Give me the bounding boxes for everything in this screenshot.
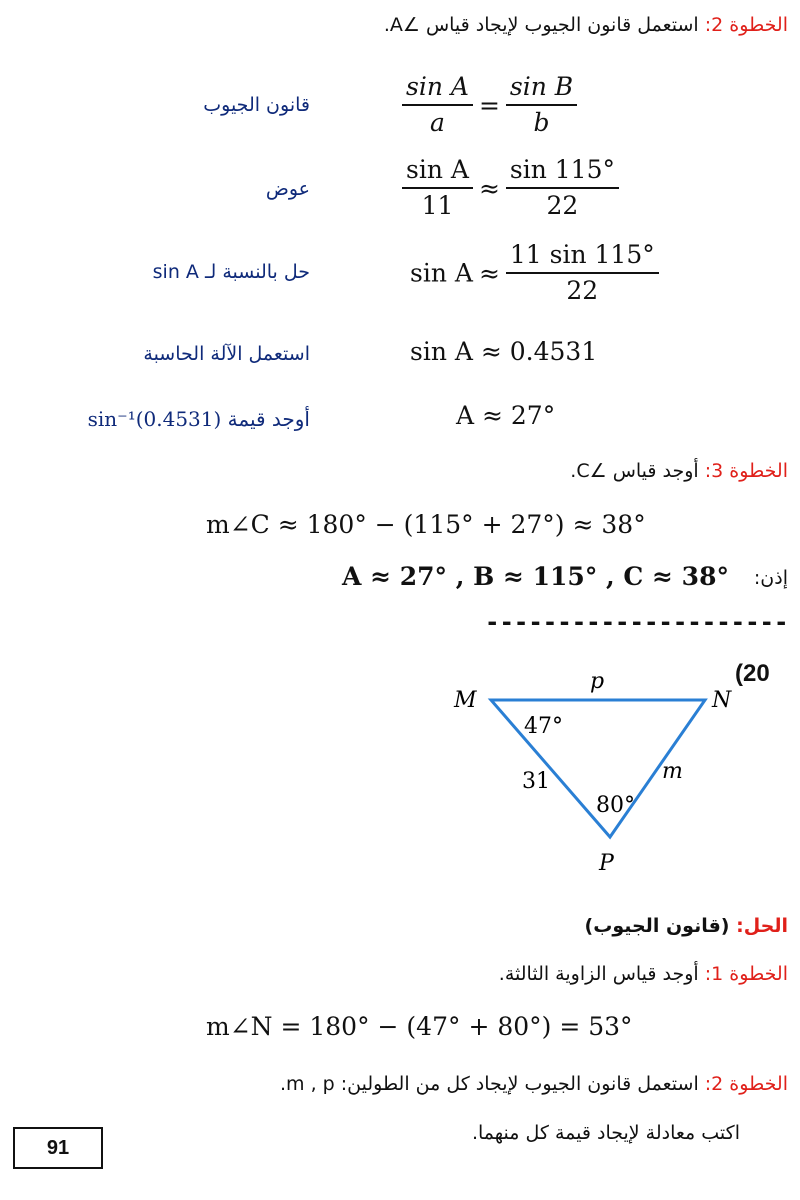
solve-lhs: sin A xyxy=(410,258,473,288)
calculator-note: استعمل الآلة الحاسبة xyxy=(143,343,310,365)
therefore-label: إذن: xyxy=(753,567,788,589)
angle-a-result: A ≈ 27° xyxy=(456,401,556,430)
step-label: الخطوة 2: xyxy=(704,1073,788,1095)
angle-m-label: 47° xyxy=(524,714,563,739)
step-label: الخطوة 1: xyxy=(704,963,788,985)
solution-label: الحل: xyxy=(736,915,788,937)
step1-heading xyxy=(499,963,788,985)
page-number: 91 xyxy=(13,1127,103,1169)
vertex-n: N xyxy=(712,688,732,713)
relation: = xyxy=(478,90,500,120)
step3-heading xyxy=(570,460,788,482)
substitute-equation xyxy=(402,153,619,223)
step2-subtext: اكتب معادلة لإيجاد قيمة كل منهما. xyxy=(471,1122,740,1144)
angle-p-label: 80° xyxy=(596,793,635,818)
law-of-sines-equation xyxy=(402,70,577,140)
fraction-denominator: 11 xyxy=(421,191,454,220)
step-label: الخطوة 3: xyxy=(704,460,788,482)
solution-method: (قانون الجيوب) xyxy=(584,915,730,937)
side-mp-label: 31 xyxy=(522,769,550,794)
law-note: قانون الجيوب xyxy=(203,94,310,116)
step2-bottom-heading xyxy=(280,1073,788,1095)
fraction-denominator: b xyxy=(533,108,550,137)
solve-equation xyxy=(410,238,659,308)
fraction-numerator: sin A xyxy=(402,70,473,106)
calculator-result: sin A ≈ 0.4531 xyxy=(410,337,598,366)
fraction-denominator: 22 xyxy=(566,276,599,305)
therefore-result: A ≈ 27° , B ≈ 115° , C ≈ 38° xyxy=(342,562,729,591)
fraction-numerator: sin 115° xyxy=(506,153,619,189)
fraction-numerator: sin B xyxy=(506,70,577,106)
side-m-label: m xyxy=(662,759,683,784)
fraction-numerator: sin A xyxy=(402,153,473,189)
problem-number: (20 xyxy=(735,660,770,687)
find-note-prefix: أوجد قيمة xyxy=(227,407,310,431)
vertex-p: P xyxy=(599,851,614,876)
relation: ≈ xyxy=(478,173,500,203)
step3-equation: m∠C ≈ 180° − (115° + 27°) ≈ 38° xyxy=(206,510,646,539)
solution-heading xyxy=(585,915,788,937)
triangle-diagram xyxy=(440,660,760,895)
solve-note: حل بالنسبة لـ sin A xyxy=(152,261,310,283)
step-text: استعمل قانون الجيوب لإيجاد قياس ∠A. xyxy=(383,14,699,36)
find-note xyxy=(88,407,310,431)
separator: --------------------- xyxy=(485,608,789,636)
side-p-label: p xyxy=(590,669,605,694)
relation: ≈ xyxy=(478,258,500,288)
step-label: الخطوة 2: xyxy=(704,14,788,36)
find-note-expr: sin⁻¹(0.4531) xyxy=(87,407,222,431)
step1-equation: m∠N = 180° − (47° + 80°) = 53° xyxy=(206,1012,633,1041)
fraction-denominator: 22 xyxy=(546,191,579,220)
vertex-m: M xyxy=(454,688,477,713)
fraction-numerator: 11 sin 115° xyxy=(506,238,659,274)
step-text: استعمل قانون الجيوب لإيجاد كل من الطولين: m , p. xyxy=(279,1073,699,1095)
step-text: أوجد قياس الزاوية الثالثة. xyxy=(498,963,699,985)
fraction-denominator: a xyxy=(430,108,445,137)
substitute-note: عوض xyxy=(265,178,310,200)
step-text: أوجد قياس ∠C. xyxy=(570,460,699,482)
step2-heading xyxy=(384,14,788,36)
